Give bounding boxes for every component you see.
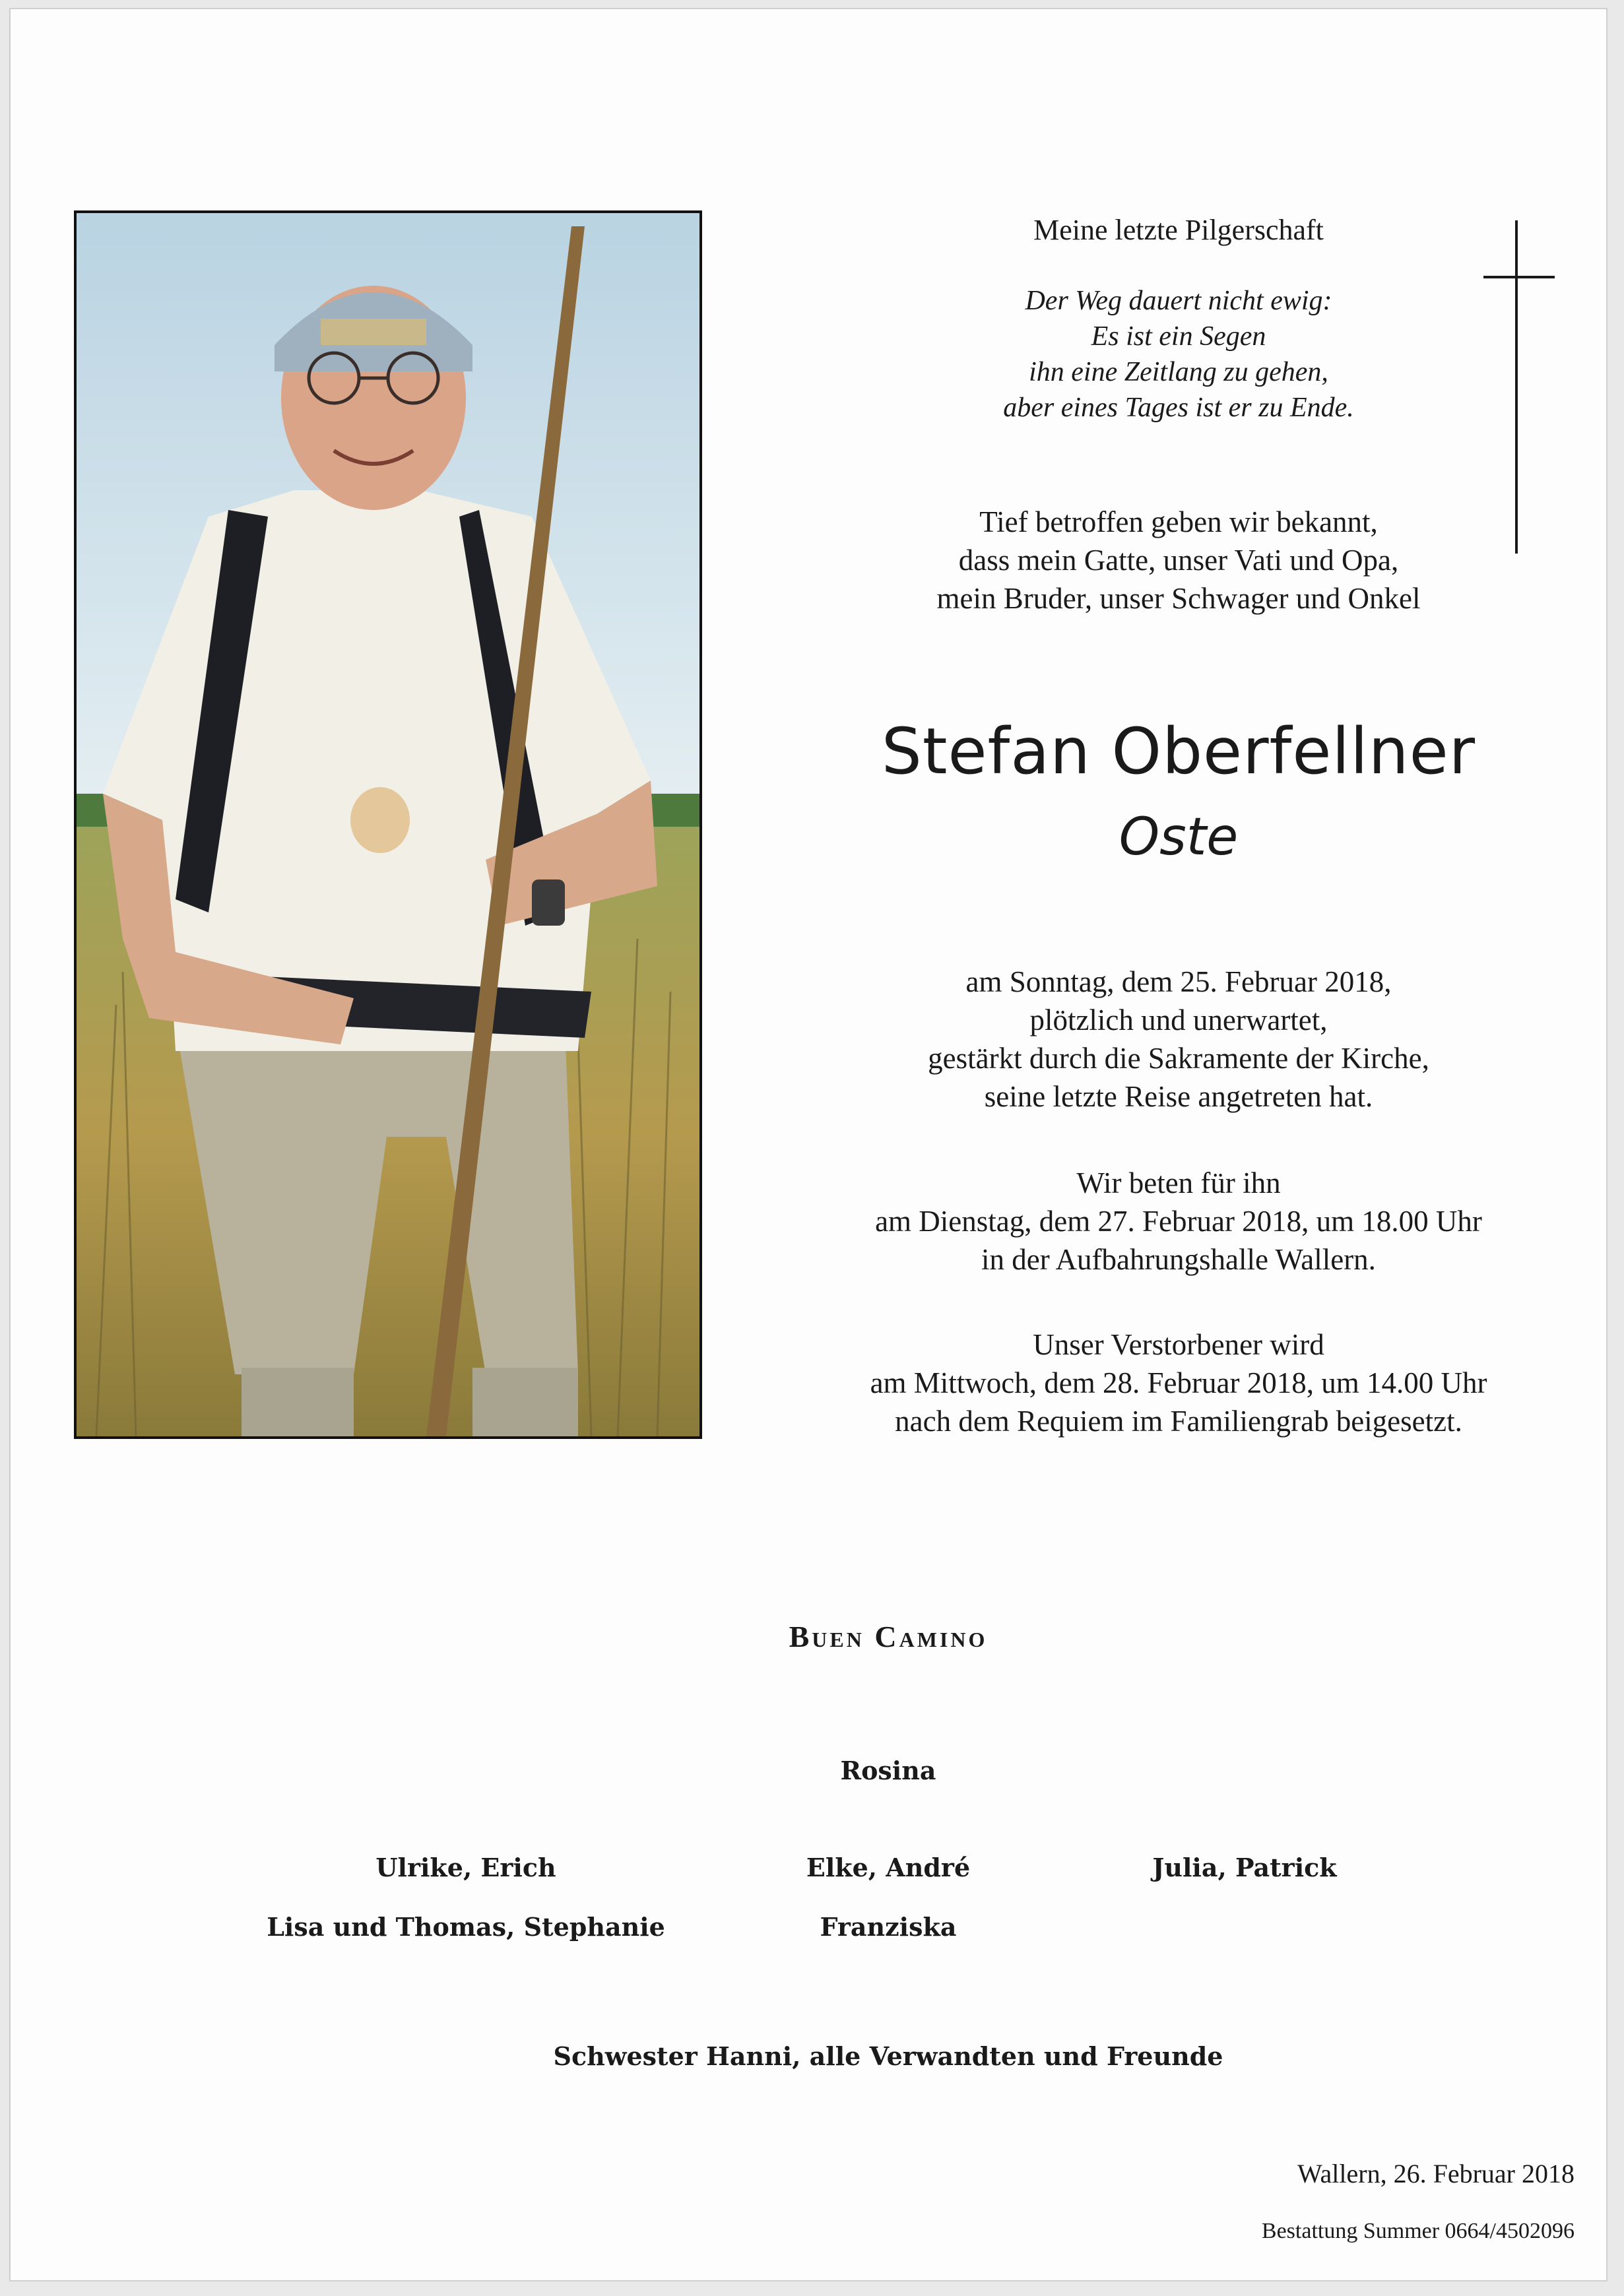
prayer-line: Wir beten für ihn [1076,1166,1281,1199]
death-details [789,963,1568,1116]
mourner-rosina: Rosina [840,1756,936,1785]
death-line: gestärkt durch die Sakramente der Kirche, [928,1042,1429,1075]
mourner-ulrike-erich: Ulrike, Erich [375,1853,556,1882]
burial-line: Unser Verstorbener wird [1033,1328,1324,1361]
burial-line: nach dem Requiem im Familiengrab beigesetzt. [895,1405,1462,1438]
place-date: Wallern, 26. Februar 2018 [1297,2159,1575,2188]
death-line: seine letzte Reise angetreten hat. [984,1080,1373,1113]
burial-line: am Mittwoch, dem 28. Februar 2018, um 14.00 Uhr [870,1366,1487,1399]
poem [789,283,1568,426]
portrait-illustration [77,213,699,1436]
death-line: plötzlich und unerwartet, [1029,1004,1328,1036]
mourner-julia-patrick: Julia, Patrick [1152,1853,1337,1882]
cross-icon-crossbar [1483,276,1555,278]
mourner-relatives-friends: Schwester Hanni, alle Verwandten und Freunde [553,2041,1223,2071]
poem-line: Der Weg dauert nicht ewig: [1025,286,1332,316]
mourner-elke-andre: Elke, André [806,1853,971,1882]
intro-line: Tief betroffen geben wir bekannt, [979,505,1378,538]
announcement-intro [789,503,1568,618]
mourner-franziska: Franziska [820,1912,957,1942]
prayer-line: in der Aufbahrungshalle Wallern. [981,1243,1376,1276]
deceased-nickname: Oste [1119,808,1239,867]
poem-line: aber eines Tages ist er zu Ende. [1003,393,1354,423]
intro-line: dass mein Gatte, unser Vati und Opa, [958,544,1399,577]
prayer-details [789,1164,1568,1279]
poem-line: Es ist ein Segen [1091,321,1266,352]
poem-title: Meine letzte Pilgerschaft [1033,214,1324,246]
death-line: am Sonntag, dem 25. Februar 2018, [965,965,1392,998]
prayer-line: am Dienstag, dem 27. Februar 2018, um 18.00 Uhr [875,1205,1482,1238]
portrait-photo [74,210,702,1439]
burial-details [789,1325,1568,1440]
poem-line: ihn eine Zeitlang zu gehen, [1029,357,1328,387]
death-notice-page [9,8,1608,2281]
undertaker-contact: Bestattung Summer 0664/4502096 [1261,2219,1575,2243]
motto: Buen Camino [789,1620,988,1653]
mourner-lisa-thomas-stephanie: Lisa und Thomas, Stephanie [267,1912,665,1942]
deceased-name: Stefan Oberfellner [881,715,1476,788]
intro-line: mein Bruder, unser Schwager und Onkel [936,582,1421,615]
